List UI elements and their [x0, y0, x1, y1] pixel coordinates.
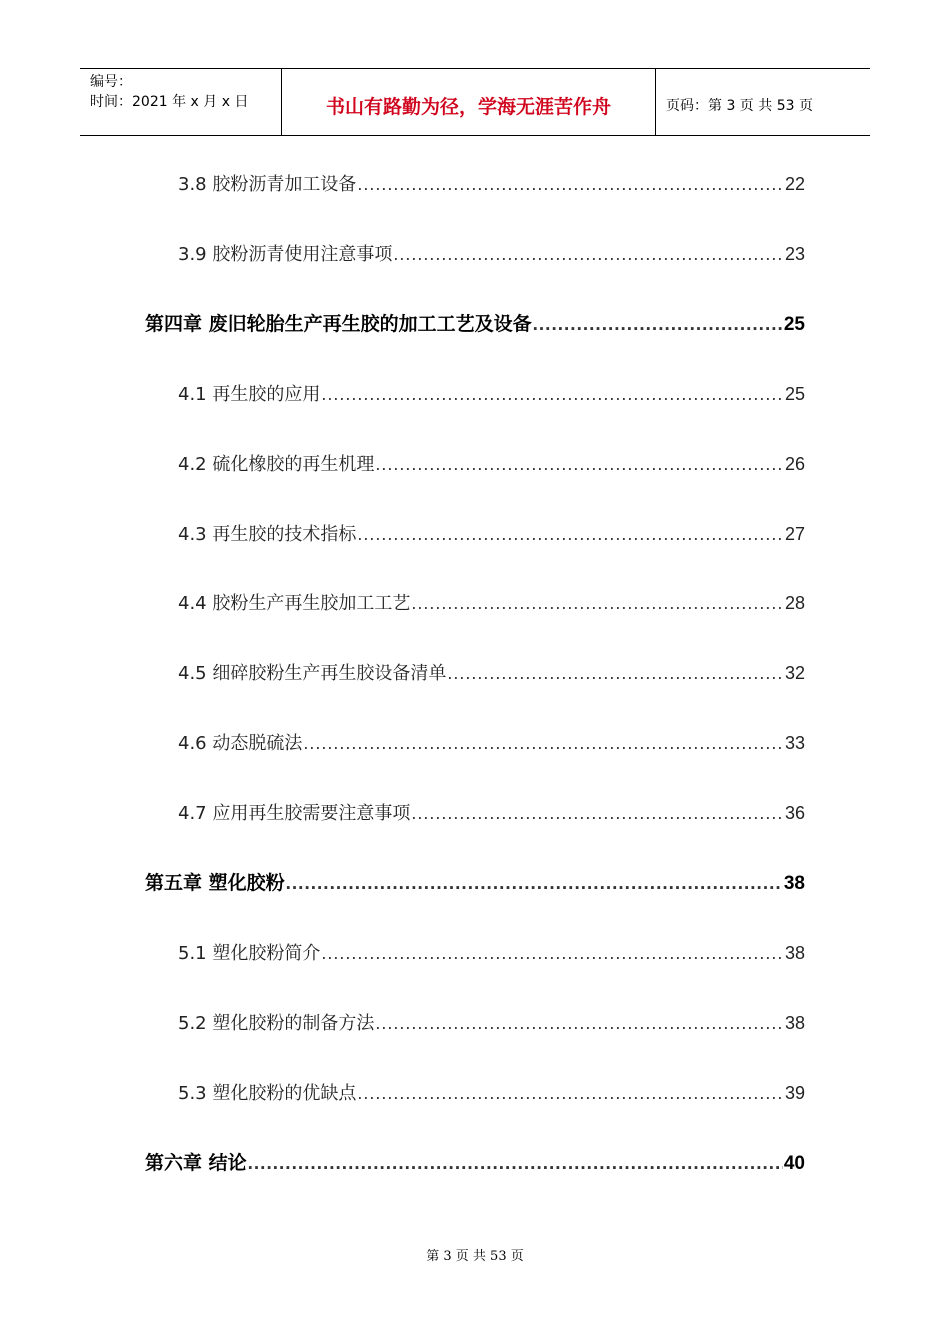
toc-dot-leader	[248, 1149, 783, 1179]
toc-dot-leader	[375, 449, 784, 479]
toc-dot-leader	[533, 310, 783, 340]
toc-section-entry[interactable]	[178, 588, 805, 618]
toc-chapter-entry[interactable]	[145, 868, 805, 898]
toc-entry-title: 第五章 塑化胶粉	[145, 872, 285, 894]
toc-entry-title: 3.8 胶粉沥青加工设备	[178, 174, 357, 195]
toc-entry-page: 32	[784, 663, 805, 683]
time-label: 时间：2021 年 x 月 x 日	[90, 94, 249, 110]
toc-dot-leader	[357, 169, 784, 199]
toc-entry-page: 38	[784, 943, 805, 963]
header-meta-cell	[80, 69, 282, 135]
toc-dot-leader	[357, 519, 784, 549]
toc-entry-page: 39	[784, 1083, 805, 1103]
toc-entry-title: 4.4 胶粉生产再生胶加工工艺	[178, 593, 411, 614]
toc-section-entry[interactable]	[178, 1078, 805, 1108]
toc-entry-title: 5.3 塑化胶粉的优缺点	[178, 1083, 357, 1104]
toc-entry-page: 40	[783, 1153, 805, 1174]
page-footer: 第 3 页 共 53 页	[426, 1249, 524, 1264]
toc-entry-page: 23	[784, 244, 805, 264]
toc-entry-page: 25	[784, 384, 805, 404]
number-label: 编号：	[90, 74, 132, 90]
header-motto-cell	[282, 69, 656, 135]
toc-dot-leader	[286, 869, 783, 899]
toc-section-entry[interactable]	[178, 169, 805, 199]
toc-section-entry[interactable]	[178, 449, 805, 479]
toc-section-entry[interactable]	[178, 728, 805, 758]
toc-entry-page: 22	[784, 174, 805, 194]
toc-entry-page: 36	[784, 803, 805, 823]
toc-dot-leader	[303, 728, 784, 758]
toc-entry-title: 5.1 塑化胶粉简介	[178, 943, 321, 964]
toc-section-entry[interactable]	[178, 798, 805, 828]
header-table	[80, 68, 870, 136]
toc-entry-page: 26	[784, 454, 805, 474]
toc-section-entry[interactable]	[178, 379, 805, 409]
toc-chapter-entry[interactable]	[145, 309, 805, 339]
toc-section-entry[interactable]	[178, 519, 805, 549]
toc-section-entry[interactable]	[178, 938, 805, 968]
motto-text: 书山有路勤为径，学海无涯苦作舟	[325, 96, 611, 118]
toc-entry-title: 5.2 塑化胶粉的制备方法	[178, 1013, 375, 1034]
toc-section-entry[interactable]	[178, 658, 805, 688]
toc-entry-page: 38	[783, 873, 805, 894]
toc-entry-title: 第六章 结论	[145, 1152, 247, 1174]
toc-entry-title: 4.2 硫化橡胶的再生机理	[178, 454, 375, 475]
toc-dot-leader	[411, 588, 784, 618]
toc-entry-title: 3.9 胶粉沥青使用注意事项	[178, 244, 393, 265]
toc-entry-title: 4.1 再生胶的应用	[178, 384, 321, 405]
toc-entry-title: 4.3 再生胶的技术指标	[178, 524, 357, 545]
toc-dot-leader	[411, 798, 784, 828]
toc-entry-title: 4.5 细碎胶粉生产再生胶设备清单	[178, 663, 447, 684]
toc-entry-page: 28	[784, 593, 805, 613]
toc-dot-leader	[375, 1008, 784, 1038]
toc-section-entry[interactable]	[178, 239, 805, 269]
header-page-info: 页码：第 3 页 共 53 页	[666, 98, 813, 114]
toc-entry-page: 33	[784, 733, 805, 753]
toc-chapter-entry[interactable]	[145, 1148, 805, 1178]
toc-dot-leader	[393, 239, 784, 269]
toc-entry-page: 38	[784, 1013, 805, 1033]
header-page-cell	[656, 69, 870, 135]
toc-dot-leader	[321, 379, 784, 409]
toc-dot-leader	[357, 1078, 784, 1108]
toc-dot-leader	[321, 938, 784, 968]
toc-entry-title: 4.7 应用再生胶需要注意事项	[178, 803, 411, 824]
toc-entry-page: 27	[784, 524, 805, 544]
toc-entry-title: 4.6 动态脱硫法	[178, 733, 303, 754]
toc-entry-title: 第四章 废旧轮胎生产再生胶的加工工艺及设备	[145, 313, 532, 335]
toc-dot-leader	[447, 658, 784, 688]
toc-section-entry[interactable]	[178, 1008, 805, 1038]
toc-entry-page: 25	[783, 314, 805, 335]
